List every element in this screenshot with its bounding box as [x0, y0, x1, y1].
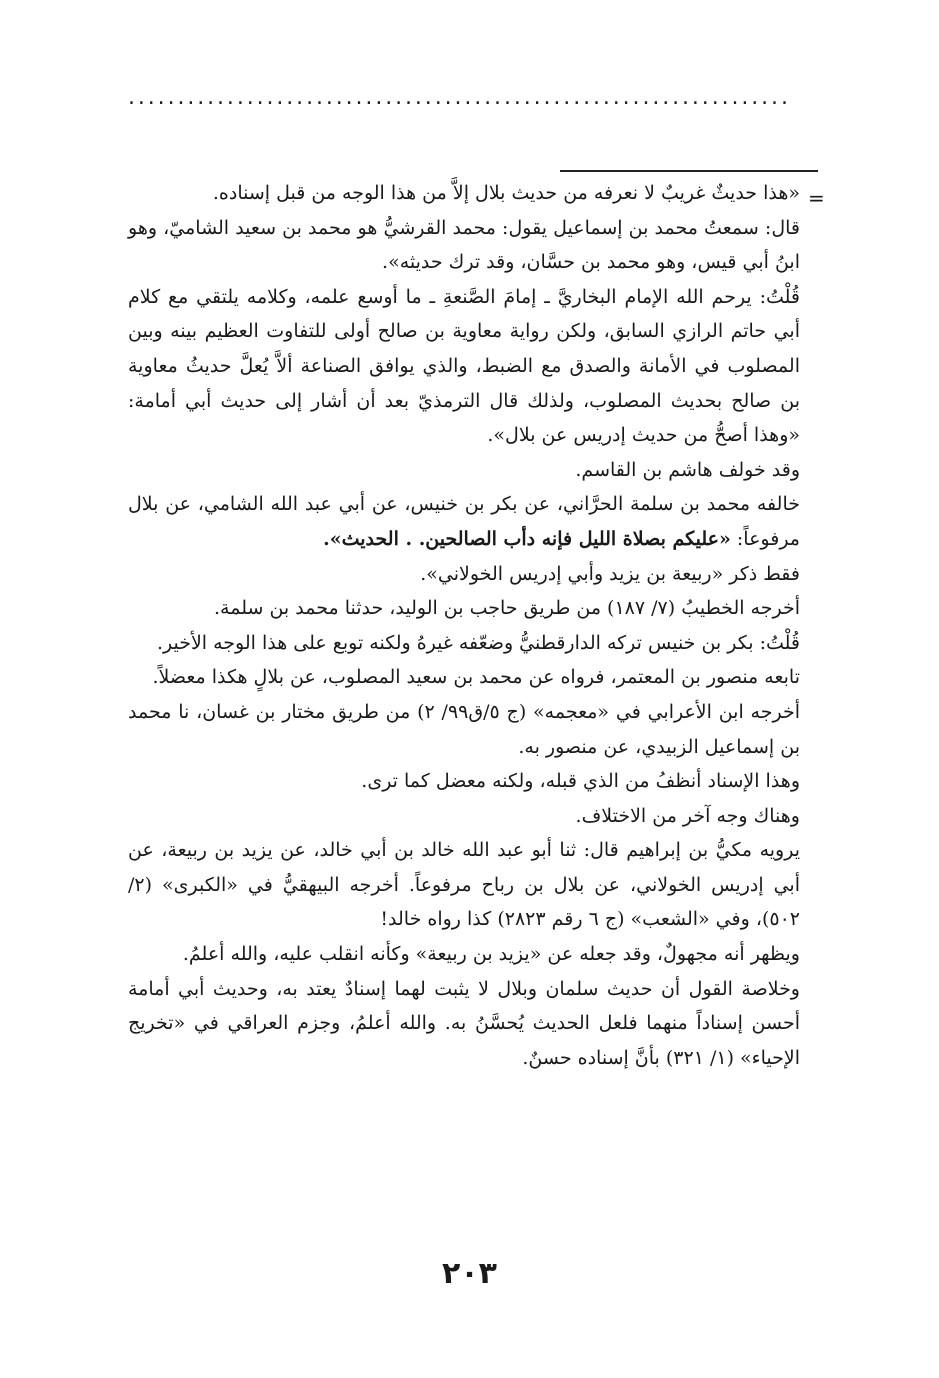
dotted-separator: ................................................................... [128, 86, 791, 110]
page-number: ٢٠٣ [442, 1256, 497, 1291]
paragraph: قُلْتُ: يرحم الله الإمام البخاريَّ ـ إمامَ الصَّنعةِ ـ ما أوسع علمه، وكلامه يلتقي مع كلام أبي حاتم الرازي السابق، ولكن رواية معاوية بن صالح أولى للتفاوت العظيم بينه وبين المصلوب في الأمانة والصدق مع الضبط، والذي يوافق الصناعة ألاَّ يُعلَّ حديثُ معاوية بن صالح بحديث المصلوب، ولذلك قال الترمذيّ بعد أن أشار إلى حديث أبي أمامة: «وهذا أصحُّ من حديث إدريس عن بلال». [128, 285, 800, 447]
footnote-rule [560, 170, 818, 172]
paragraph: قال: سمعتُ محمد بن إسماعيل يقول: محمد القرشيُّ هو محمد بن سعيد الشاميّ، وهو ابنُ أبي قيس، وهو محمد بن حسَّان، وقد ترك حديثه». [128, 216, 800, 274]
footnote-text [128, 176, 800, 1075]
hadith-quote: «عليكم بصلاة الليل فإنه دأب الصالحين. . الحديث». [323, 527, 731, 550]
paragraph: فقط ذكر «ربيعة بن يزيد وأبي إدريس الخولاني». [420, 562, 800, 585]
paragraph: وقد خولف هاشم بن القاسم. [575, 458, 800, 481]
paragraph: قُلْتُ: بكر بن خنيس تركه الدارقطنيُّ وضعّفه غيرهُ ولكنه توبع على هذا الوجه الأخير. [156, 631, 800, 654]
continuation-mark: = [808, 186, 825, 210]
paragraph: وخلاصة القول أن حديث سلمان وبلال لا يثبت لهما إسنادٌ يعتد به، وحديث أبي أمامة أحسن إسناداً منهما فلعل الحديث يُحسَّنُ به. والله أعلمُ، وجزم العراقي في «تخريج الإحياء» (١/ ٣٢١) بأنَّ إسناده حسنٌ. [128, 977, 800, 1069]
paragraph-with-quote [128, 487, 800, 556]
paragraph: ويظهر أنه مجهولٌ، وقد جعله عن «يزيد بن ربيعة» وكأنه انقلب عليه، والله أعلمُ. [182, 943, 800, 966]
paragraph: أخرجه الخطيبُ (٧/ ١٨٧) من طريق حاجب بن الوليد، حدثنا محمد بن سلمة. [214, 597, 800, 620]
paragraph: «هذا حديثٌ غريبٌ لا نعرفه من حديث بلال إلاَّ من هذا الوجه من قبل إسناده. [212, 182, 800, 204]
paragraph: وهناك وجه آخر من الاختلاف. [575, 804, 800, 827]
paragraph: أخرجه ابن الأعرابي في «معجمه» (ج ٥/ق٩٩/ ٢) من طريق مختار بن غسان، نا محمد بن إسماعيل الزبيدي، عن منصور به. [128, 700, 800, 758]
paragraph-text: خالفه محمد بن سلمة الحرَّاني، عن بكر بن خنيس، عن أبي عبد الله الشامي، عن بلال مرفوعاً: [128, 493, 800, 550]
paragraph: يرويه مكيُّ بن إبراهيم قال: ثنا أبو عبد الله خالد بن أبي خالد، عن يزيد بن ربيعة، عن أبي إدريس الخولاني، عن بلال بن رباح مرفوعاً. أخرجه البيهقيُّ في «الكبرى» (٢/ ٥٠٢)، وفي «الشعب» (ج ٦ رقم ٢٨٢٣) كذا رواه خالد! [128, 839, 800, 931]
paragraph: وهذا الإسناد أنظفُ من الذي قبله، ولكنه معضل كما ترى. [361, 770, 800, 793]
paragraph: تابعه منصور بن المعتمر، فرواه عن محمد بن سعيد المصلوب، عن بلالٍ هكذا معضلاً. [152, 666, 800, 689]
